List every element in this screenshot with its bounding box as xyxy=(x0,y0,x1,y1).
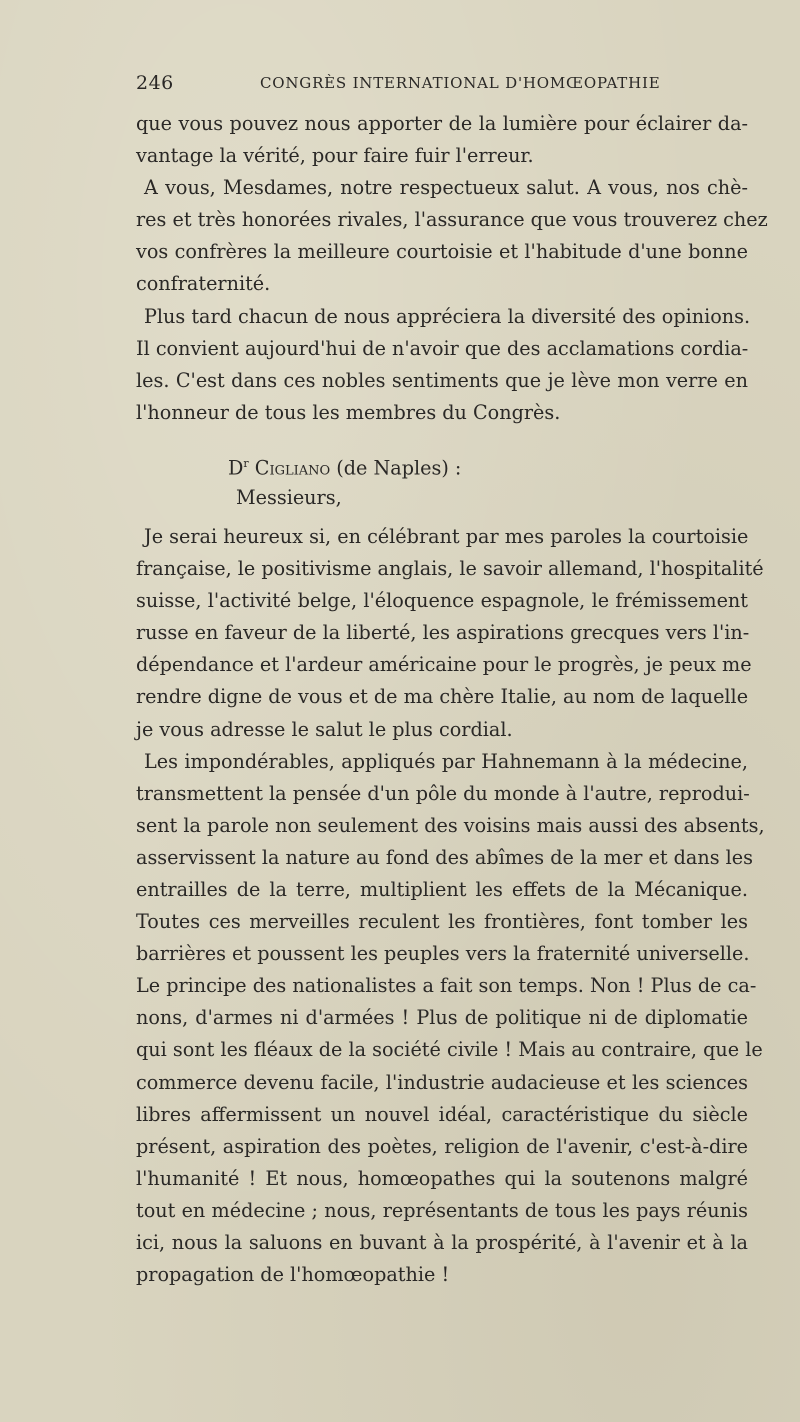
text-line: vantage la vérité, pour faire fuir l'erreur. xyxy=(136,144,534,168)
text-line: qui sont les fléaux de la société civile ! Mais au contraire, que le xyxy=(136,1038,763,1062)
text-line: suisse, l'activité belge, l'éloquence espagnole, le frémissement xyxy=(136,589,748,613)
text-line: l'honneur de tous les membres du Congrès. xyxy=(136,400,561,424)
text-line: libres affermissent un nouvel idéal, caractéristique du siècle xyxy=(136,1102,748,1126)
text-line: l'humanité ! Et nous, homœopathes qui la soutenons malgré xyxy=(136,1166,748,1190)
text-line: Plus tard chacun de nous appréciera la diversité des opinions. xyxy=(144,304,751,328)
speaker-name: Cigliano xyxy=(254,456,331,480)
paragraph-3 xyxy=(136,301,751,429)
text-line: asservissent la nature au fond des abîmes de la mer et dans les xyxy=(136,845,754,869)
text-line: sent la parole non seulement des voisins mais aussi des absents, xyxy=(136,813,765,837)
text-line: transmettent la pensée d'un pôle du monde à l'autre, reprodui- xyxy=(136,781,750,805)
text-line: barrières et poussent les peuples vers la fraternité universelle. xyxy=(136,942,750,966)
text-line: dépendance et l'ardeur américaine pour le progrès, je peux me xyxy=(136,653,752,677)
speaker-line xyxy=(136,441,748,483)
text-line: Toutes ces merveilles reculent les frontières, font tomber les xyxy=(136,910,748,934)
text-line: que vous pouvez nous apporter de la lumière pour éclairer da- xyxy=(136,112,748,135)
text-line: ici, nous la saluons en buvant à la prospérité, à l'avenir et à la xyxy=(136,1231,748,1254)
paragraph-2 xyxy=(136,172,768,300)
text-line: res et très honorées rivales, l'assurance que vous trouverez chez xyxy=(136,208,768,232)
text-line: tout en médecine ; nous, représentants de tous les pays réunis xyxy=(136,1198,748,1222)
paragraph-5 xyxy=(136,746,765,1292)
text-line: Il convient aujourd'hui de n'avoir que des acclamations cordia- xyxy=(136,336,749,360)
text-line: présent, aspiration des poètes, religion de l'avenir, c'est-à-dire xyxy=(136,1134,748,1158)
text-line: A vous, Mesdames, notre respectueux salut. A vous, nos chè- xyxy=(144,176,748,200)
text-line: rendre digne de vous et de ma chère Italie, au nom de laquelle xyxy=(136,685,749,709)
text-line: française, le positivisme anglais, le savoir allemand, l'hospitalité xyxy=(136,557,764,581)
speaker-title: D xyxy=(228,456,244,480)
speaker-origin: (de Naples) : xyxy=(330,456,462,480)
page-header xyxy=(136,72,746,98)
running-title: CONGRÈS INTERNATIONAL D'HOMŒOPATHIE xyxy=(260,74,661,92)
body-text xyxy=(136,108,768,1291)
text-line: confraternité. xyxy=(136,272,271,296)
text-line: Je serai heureux si, en célébrant par mes paroles la courtoisie xyxy=(144,524,749,548)
text-line: Le principe des nationalistes a fait son temps. Non ! Plus de ca- xyxy=(136,974,757,998)
text-line: Les impondérables, appliqués par Hahnemann à la médecine, xyxy=(144,749,748,773)
text-line: entrailles de la terre, multiplient les effets de la Mécanique. xyxy=(136,877,748,901)
spacer xyxy=(136,429,748,441)
speaker-title-sup: r xyxy=(243,456,249,470)
text-line: nons, d'armes ni d'armées ! Plus de politique ni de diplomatie xyxy=(136,1006,748,1030)
text-line: russe en faveur de la liberté, les aspirations grecques vers l'in- xyxy=(136,621,750,645)
spacer xyxy=(136,513,748,521)
page-number: 246 xyxy=(136,72,174,94)
text-line: propagation de l'homœopathie ! xyxy=(136,1263,450,1287)
text-line: commerce devenu facile, l'industrie audacieuse et les sciences xyxy=(136,1070,748,1094)
paragraph-1 xyxy=(136,108,748,172)
text-line: les. C'est dans ces nobles sentiments que je lève mon verre en xyxy=(136,368,748,392)
text-line: vos confrères la meilleure courtoisie et l'habitude d'une bonne xyxy=(136,240,748,264)
salutation: Messieurs, xyxy=(236,485,342,509)
text-line: je vous adresse le salut le plus cordial. xyxy=(136,717,513,741)
paragraph-4 xyxy=(136,521,764,746)
